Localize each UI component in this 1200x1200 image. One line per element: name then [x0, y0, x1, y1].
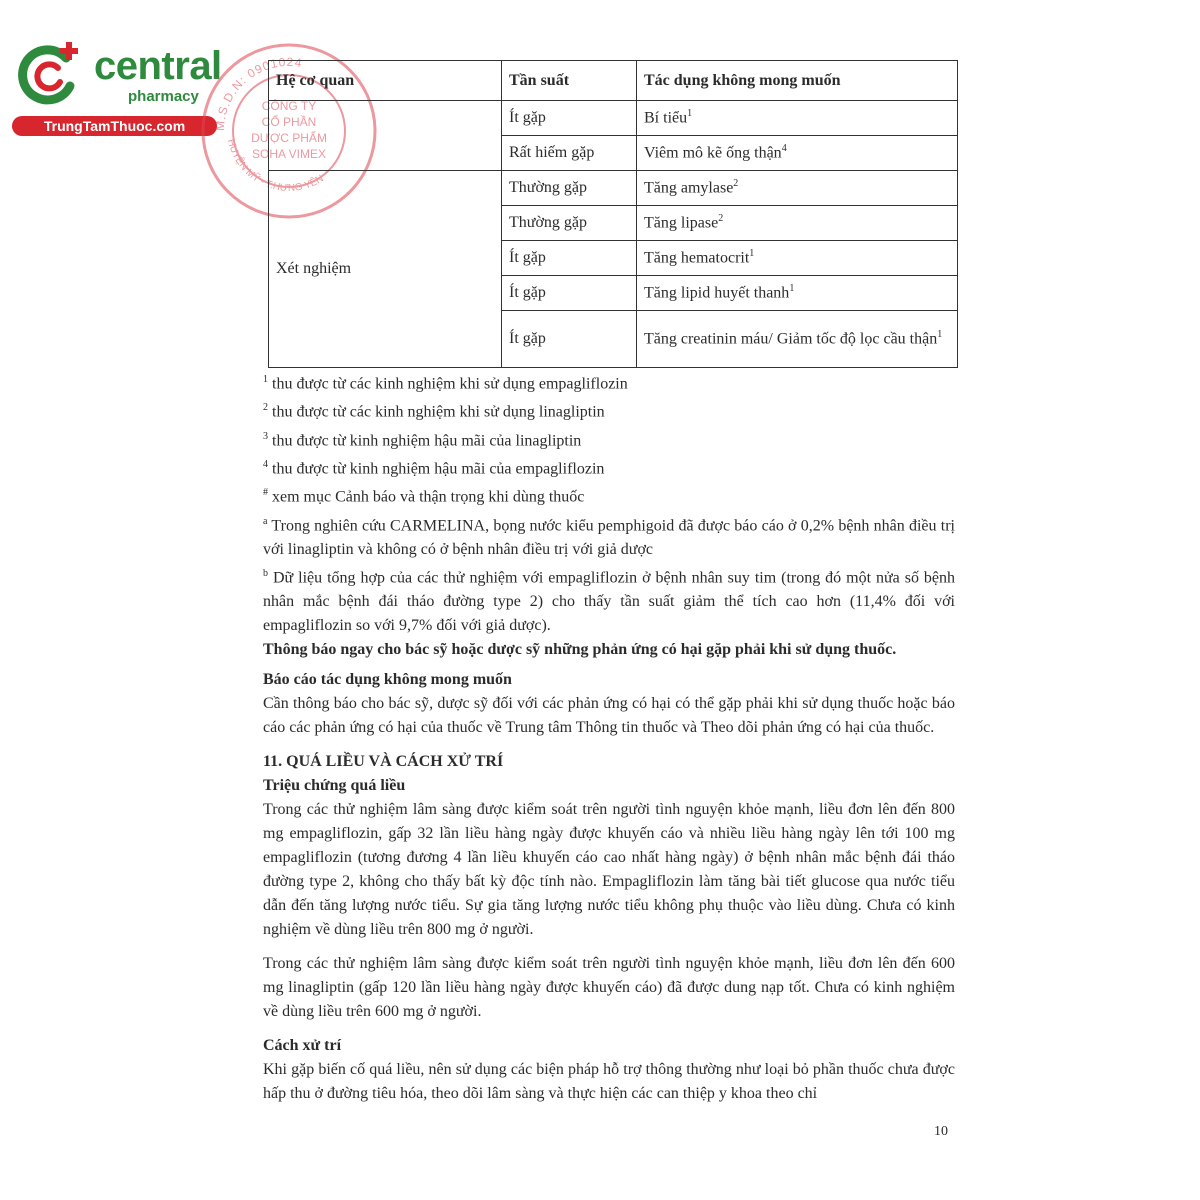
- frequency-cell: Rất hiếm gặp: [502, 136, 637, 171]
- logo-subtitle: pharmacy: [128, 88, 199, 105]
- stamp-line-1: CÔNG TY: [261, 99, 317, 113]
- report-heading: Báo cáo tác dụng không mong muốn: [263, 671, 512, 689]
- effect-cell: Viêm mô kẽ ống thận$^4$: [637, 136, 958, 171]
- table-header-row: [269, 61, 958, 101]
- header-frequency: Tần suất: [502, 61, 637, 101]
- frequency-cell: Thường gặp: [502, 171, 637, 206]
- adverse-effects-table: [268, 60, 958, 368]
- stamp-line-2: CỔ PHẦN: [261, 115, 317, 129]
- effect-cell: Tăng hematocrit$^1$: [637, 241, 958, 276]
- effect-cell: Tăng lipase$^2$: [637, 206, 958, 241]
- overdose-paragraph-1: Trong các thử nghiệm lâm sàng được kiểm soát trên người tình nguyện khỏe mạnh, liều đơn lên đến 800 mg empagliflozin, gấp 32 lần liều hàng ngày được khuyến cáo và nhiều liều hàng ngày lên tới 100 mg empagliflozin (tương đương 4 lần liều khuyến cáo cao nhất hàng ngày) ở bệnh nhân mắc bệnh đái tháo đường type 2, không cho thấy bất kỳ độc tính nào. Empagliflozin làm tăng bài tiết glucose qua nước tiểu dẫn đến tăng lượng nước tiểu. Sự gia tăng lượng nước tiểu không phụ thuộc vào liều dùng. Chưa có kinh nghiệm về dùng liều trên 800 mg ở người.: [263, 801, 955, 939]
- effect-cell: Tăng creatinin máu/ Giảm tốc độ lọc cầu thận$^1$: [637, 311, 958, 368]
- stamp-top-text: M.S.D.N: 0901024: [212, 54, 304, 132]
- header-organ-system: Hệ cơ quan: [269, 61, 502, 101]
- stamp-line-4: SOHA VIMEX: [251, 147, 327, 161]
- footnote: $^3$ thu được từ kinh nghiệm hậu mãi của linagliptin: [263, 430, 582, 449]
- overdose-paragraph-2: Trong các thử nghiệm lâm sàng được kiểm soát trên người tình nguyện khỏe mạnh, liều đơn lên đến 600 mg linagliptin (gấp 120 lần liều hàng ngày được khuyến cáo) đã được dung nạp tốt. Chưa có kinh nghiệm về dùng liều trên 600 mg ở người.: [263, 955, 955, 1021]
- footnote: # xem mục Cảnh báo và thận trọng khi dùng thuốc: [263, 487, 585, 506]
- section-title: 11. QUÁ LIỀU VÀ CÁCH XỬ TRÍ: [263, 753, 504, 771]
- symptoms-heading: Triệu chứng quá liều: [263, 777, 406, 795]
- footnote: $^2$ thu được từ các kinh nghiệm khi sử dụng linagliptin: [263, 402, 605, 421]
- stamp-bottom-text: HUYỆN MỸ - T.HƯNG YÊN: [224, 138, 326, 195]
- footnote: $^4$ thu được từ kinh nghiệm hậu mãi của empagliflozin: [263, 458, 605, 478]
- frequency-cell: Ít gặp: [502, 101, 637, 136]
- table-row: [269, 101, 958, 136]
- report-body: Cần thông báo cho bác sỹ, dược sỹ đối với các phản ứng có hại có thể gặp phải khi sử dụng thuốc hoặc báo cáo các phản ứng có hại của thuốc về Trung tâm Thông tin thuốc và Theo dõi phản ứng có hại của thuốc.: [263, 695, 955, 737]
- frequency-cell: Ít gặp: [502, 276, 637, 311]
- effect-cell: Bí tiểu$^1$: [637, 101, 958, 136]
- frequency-cell: Ít gặp: [502, 241, 637, 276]
- logo-website: TrungTamThuoc.com: [12, 116, 217, 136]
- effect-cell: Tăng lipid huyết thanh$^1$: [637, 276, 958, 311]
- table-row: [269, 171, 958, 206]
- document-body: [263, 368, 955, 1106]
- central-pharmacy-logo-icon: [14, 40, 84, 110]
- report-notice: Thông báo ngay cho bác sỹ hoặc dược sỹ những phản ứng có hại gặp phải khi sử dụng thuốc.: [263, 641, 897, 659]
- footnote: $^b$ Dữ liệu tổng hợp của các thử nghiệm với empagliflozin ở bệnh nhân suy tim (trong đó một nửa số bệnh nhân mắc bệnh đái tháo đường type 2) cho thấy tần suất giảm thể tích cao hơn (11,4% đối với empagliflozin so với 9,7% đối với giả dược).: [263, 567, 956, 635]
- organ-system-cell: [269, 101, 502, 171]
- brand-logo: [8, 38, 223, 138]
- footnote: $^a$ Trong nghiên cứu CARMELINA, bọng nước kiểu pemphigoid đã được báo cáo ở 0,2% bệnh nhân điều trị với linagliptin và không có ở bệnh nhân điều trị với giả dược: [263, 515, 955, 558]
- organ-system-cell: Xét nghiệm: [269, 171, 502, 368]
- logo-wordmark: central: [94, 44, 222, 88]
- stamp-line-3: DƯỢC PHẨM: [251, 131, 327, 145]
- effect-cell: Tăng amylase$^2$: [637, 171, 958, 206]
- frequency-cell: Ít gặp: [502, 311, 637, 368]
- header-adverse-effect: Tác dụng không mong muốn: [637, 61, 958, 101]
- footnote: $^1$ thu được từ các kinh nghiệm khi sử dụng empagliflozin: [263, 374, 628, 393]
- treatment-heading: Cách xử trí: [263, 1037, 342, 1055]
- treatment-body: Khi gặp biến cố quá liều, nên sử dụng các biện pháp hỗ trợ thông thường như loại bỏ phần thuốc chưa được hấp thu ở đường tiêu hóa, theo dõi lâm sàng và thực hiện các can thiệp y khoa theo chỉ: [263, 1061, 955, 1103]
- frequency-cell: Thường gặp: [502, 206, 637, 241]
- page-number: 10: [934, 1124, 948, 1139]
